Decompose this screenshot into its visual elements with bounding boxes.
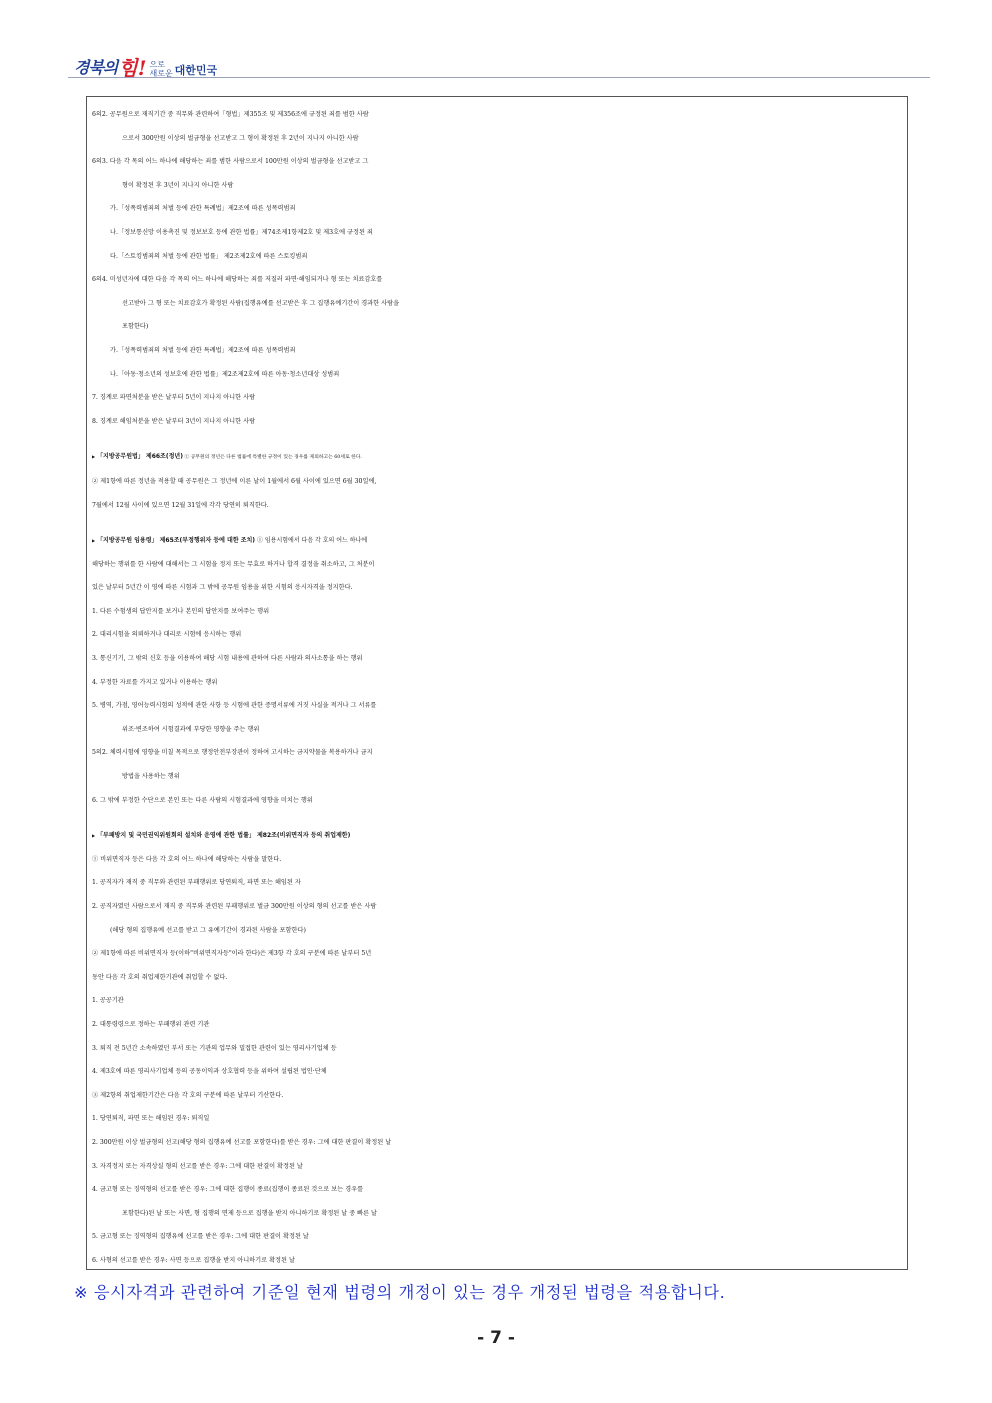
text-line: 5. 병역, 가점, 영어능력시험의 성적에 관한 사항 등 시험에 관한 증명서류에 거짓 사실을 적거나 그 서류를 <box>92 702 377 710</box>
text-line: 1. 다른 수험생의 답안지를 보거나 본인의 답안지를 보여주는 행위 <box>92 607 270 615</box>
logo-small-2: 새로운 <box>149 69 173 78</box>
logo-script: 경북의 <box>74 58 118 77</box>
text-line: 가.「성폭력범죄의 처벌 등에 관한 특례법」제2조에 따른 성폭력범죄 <box>110 205 296 213</box>
text-line: 4. 부정한 자료를 가지고 있거나 이용하는 행위 <box>92 678 218 686</box>
text-line: 2. 대통령령으로 정하는 부패행위 관련 기관 <box>92 1020 210 1028</box>
text-line: 1. 공공기관 <box>92 997 124 1005</box>
text-line: ② 제1항에 따른 비위면직자 등(이하"비위면직자등"이라 한다)은 제3항 각 호의 구분에 따른 날부터 5년 <box>92 950 372 958</box>
logo-accent: 힘! <box>118 56 147 80</box>
text-line: 2. 300만원 이상 벌금형의 선고(해당 형의 집행유예 선고를 포함한다)를 받은 경우: 그에 대한 판결이 확정된 날 <box>92 1138 392 1146</box>
section-retirement-lead <box>92 445 899 470</box>
section-retirement-line: 7월에서 12월 사이에 있으면 12월 31일에 각각 당연히 퇴직한다. <box>92 501 269 509</box>
text-line: 동안 다음 각 호의 취업제한기관에 취업할 수 없다. <box>92 973 228 981</box>
page-number: - 7 - <box>477 1328 515 1348</box>
arrow-icon: ▶ <box>92 538 96 544</box>
text-line: 해당하는 행위를 한 사람에 대해서는 그 시험을 정지 또는 무효로 하거나 합격 결정을 취소하고, 그 처분이 <box>92 560 375 568</box>
disqualification-list <box>92 103 899 433</box>
text-line: 선고받아 그 형 또는 치료감호가 확정된 사람(집행유예를 선고받은 후 그 집행유예기간이 경과한 사람을 <box>122 299 400 307</box>
text-line: 5의2. 체력시험에 영향을 미칠 목적으로 행정안전부장관이 정하여 고시하는 금지약물을 복용하거나 금지 <box>92 749 373 757</box>
text-line: (해당 형의 집행유예 선고를 받고 그 유예기간이 경과된 사람을 포함한다) <box>110 926 306 934</box>
section-misconduct-lead <box>92 529 899 553</box>
text-line: 나.「아동·청소년의 성보호에 관한 법률」제2조제2호에 따른 아동·청소년대상 성범죄 <box>110 370 340 378</box>
text-line: 나.「정보통신망 이용촉진 및 정보보호 등에 관한 법률」제74조제1항제2호 및 제3호에 규정된 죄 <box>110 228 373 236</box>
text-line: 6의4. 미성년자에 대한 다음 각 목의 어느 하나에 해당하는 죄를 저질러 파면·해임되거나 형 또는 치료감호를 <box>92 276 383 284</box>
arrow-icon: ▶ <box>92 454 96 460</box>
text-line: 6. 그 밖에 부정한 수단으로 본인 또는 다른 사람의 시험결과에 영향을 미치는 행위 <box>92 796 313 804</box>
text-line: 4. 제3호에 따른 영리사기업체 등의 공동이익과 상호협력 등을 위하여 설립된 법인·단체 <box>92 1068 327 1076</box>
section-employment-heading-line <box>92 824 899 848</box>
section-employment-restriction <box>92 824 899 1272</box>
text-line: 3. 퇴직 전 5년간 소속하였던 부서 또는 기관의 업무와 밀접한 관련이 있는 영리사기업체 등 <box>92 1044 337 1052</box>
text-line: 위조·변조하여 시험결과에 부당한 영향을 주는 행위 <box>122 725 260 733</box>
content-box <box>86 96 908 1270</box>
text-line: 2. 공직자였던 사람으로서 재직 중 직무와 관련된 부패행위로 벌금 300만원 이상의 형의 선고를 받은 사람 <box>92 903 377 910</box>
text-line: 있은 날부터 5년간 이 영에 따른 시험과 그 밖에 공무원 임용을 위한 시험의 응시자격을 정지한다. <box>92 584 353 592</box>
section-retirement <box>92 445 899 517</box>
text-line: 2. 대리시험을 의뢰하거나 대리로 시험에 응시하는 행위 <box>92 631 242 639</box>
section-misconduct-heading: 「지방공무원 임용령」 제65조(부정행위자 등에 대한 조치) <box>97 537 256 545</box>
section-misconduct <box>92 529 899 812</box>
notice-text: ※ 응시자격과 관련하여 기준일 현재 법령의 개정이 있는 경우 개정된 법령을 적용합니다. <box>74 1283 726 1302</box>
text-line: 형이 확정된 후 3년이 지나지 아니한 사람 <box>122 181 234 189</box>
text-line: 가.「성폭력범죄의 처벌 등에 관한 특례법」제2조에 따른 성폭력범죄 <box>110 346 296 354</box>
header-divider <box>68 77 930 78</box>
text-line: 1. 공직자가 재직 중 직무와 관련된 부패행위로 당연퇴직, 파면 또는 해임된 자 <box>92 879 301 887</box>
header-logo <box>74 52 217 78</box>
text-line: 5. 금고형 또는 징역형의 집행유예 선고를 받은 경우: 그에 대한 판결이 확정된 날 <box>92 1233 309 1241</box>
text-line: 6. 사형의 선고를 받은 경우: 사면 등으로 집행을 받지 아니하기로 확정된 날 <box>92 1256 295 1264</box>
text-line: 8. 징계로 해임처분을 받은 날부터 3년이 지나지 아니한 사람 <box>92 417 256 425</box>
section-retirement-heading: 「지방공무원법」 제66조(정년) <box>97 453 183 461</box>
section-misconduct-text: ① 임용시험에서 다음 각 호의 어느 하나에 <box>255 537 368 545</box>
section-retirement-line: ② 제1항에 따른 정년을 적용할 때 공무원은 그 정년에 이른 날이 1월에서 6월 사이에 있으면 6월 30일에, <box>92 477 377 485</box>
logo-small <box>149 60 172 78</box>
text-line: 1. 당연퇴직, 파면 또는 해임된 경우: 퇴직일 <box>92 1115 210 1123</box>
text-line: 으로서 300만원 이상의 벌금형을 선고받고 그 형이 확정된 후 2년이 지나지 아니한 사람 <box>122 134 359 142</box>
text-line: 3. 자격정지 또는 자격상실 형의 선고를 받은 경우: 그에 대한 판결이 확정된 날 <box>92 1162 303 1170</box>
text-line: ① 비위면직자 등은 다음 각 호의 어느 하나에 해당하는 사람을 말한다. <box>92 855 282 863</box>
text-line: 4. 금고형 또는 징역형의 선고를 받은 경우: 그에 대한 집행이 종료(집행이 종료된 것으로 보는 경우를 <box>92 1186 364 1194</box>
text-line: ③ 제2항의 취업제한기간은 다음 각 호의 구분에 따른 날부터 기산한다. <box>92 1091 284 1099</box>
employment-restriction-list <box>92 848 899 1273</box>
misconduct-list <box>92 553 899 813</box>
section-retirement-text: ① 공무원의 정년은 다른 법률에 특별한 규정이 있는 경우를 제외하고는 60세로 한다. <box>182 455 362 461</box>
text-line: 방법을 사용하는 행위 <box>122 773 180 781</box>
text-line: 포함한다)된 날 또는 사면, 형 집행의 면제 등으로 집행을 받지 아니하기로 확정된 날 중 빠른 날 <box>122 1209 378 1217</box>
logo-korea: 대한민국 <box>174 64 218 77</box>
text-line: 포함한다) <box>122 323 149 331</box>
text-line: 다.「스토킹범죄의 처벌 등에 관한 법률」 제2조제2호에 따른 스토킹범죄 <box>110 252 308 260</box>
text-line: 7. 징계로 파면처분을 받은 날부터 5년이 지나지 아니한 사람 <box>92 394 256 402</box>
logo-small-1: 으로 <box>149 60 165 69</box>
arrow-icon: ▶ <box>92 833 96 839</box>
text-line: 6의2. 공무원으로 재직기간 중 직무와 관련하여「형법」제355조 및 제356조에 규정된 죄를 범한 사람 <box>92 111 369 118</box>
text-line: 3. 통신기기, 그 밖의 신호 등을 이용하여 해당 시험 내용에 관하여 다른 사람과 의사소통을 하는 행위 <box>92 655 363 663</box>
text-line: 6의3. 다음 각 목의 어느 하나에 해당하는 죄를 범한 사람으로서 100만원 이상의 벌금형을 선고받고 그 <box>92 158 369 166</box>
section-employment-heading: 「부패방지 및 국민권익위원회의 설치와 운영에 관한 법률」 제82조(비위면직자 등의 취업제한) <box>97 832 351 840</box>
